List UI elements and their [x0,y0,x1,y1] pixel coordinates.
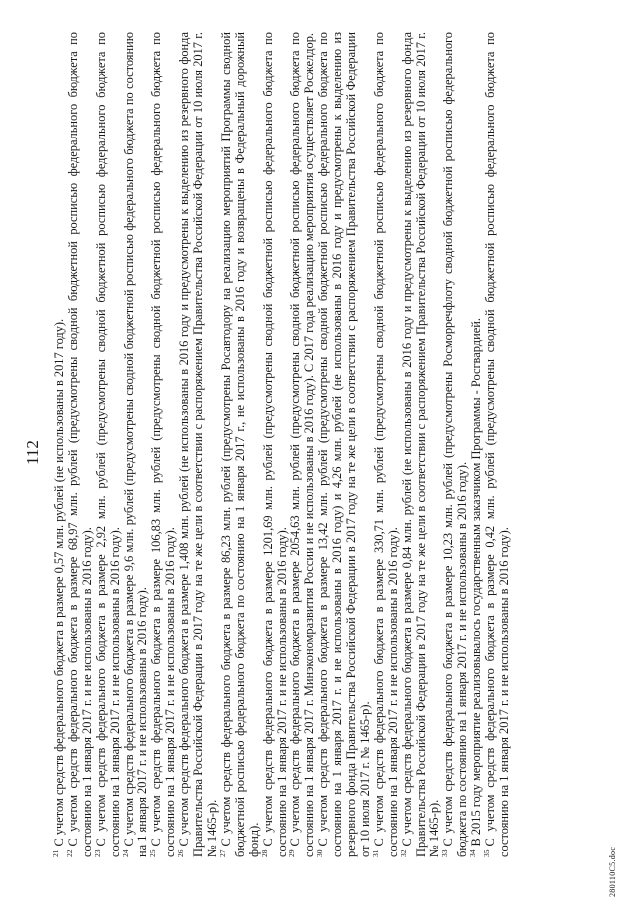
footnote-33 [442,32,470,857]
footnote-text: С учетом средств федерального бюджета в размере 1,408 млн. рублей (не использованы в 2016 году и предусмотрены к выделению из резервного фонда Правительства Российской Федерации в 2017 году на те же цели в соответствии с распоряжением Правительства Российской Федерации от 10 июля 2017 г. № 1465-р). [177,32,219,857]
footnote-number: 27 [217,849,227,857]
page-number: 112 [23,440,42,465]
footnote-23 [92,32,123,857]
footnote-number: 21 [51,849,60,857]
footnote-text: С учетом средств федерального бюджета в размере 0,42 млн. рублей (предусмотрены сводной бюджетной росписью федерального бюджета по состоянию на 1 января 2017 г. и не использованы в 2016 году). [483,32,511,857]
footnote-27 [217,32,262,857]
footnotes-list [53,32,512,857]
footnote-34 [470,32,484,857]
footnote-text: С учетом средств федерального бюджета в размере 1201,69 млн. рублей (предусмотрены сводной бюджетной росписью федерального бюджета по состоянию на 1 января 2017 г. и не использованы в 2016 году). [260,32,289,857]
footnote-number: 25 [148,849,158,857]
footnote-35 [484,32,512,857]
footnote-28 [259,32,290,857]
footnote-text: С учетом средств федерального бюджета в размере 0,57 млн. рублей (не использованы в 2017 году). [52,318,66,847]
footnote-number: 34 [468,849,478,857]
footnote-text: С учетом средств федерального бюджета в размере 106,83 млн. рублей (предусмотрены сводной бюджетной росписью федерального бюджета по состоянию на 1 января 2017 г. и не использованы в 2016 году). [149,32,178,857]
footnote-text: С учетом средств федерального бюджета в размере 10,23 млн. рублей (предусмотрены Росморречфлоту сводной бюджетной росписью федерального бюджета по состоянию на 1 января 2017 г. и не использованы в 2016 году). [441,32,470,857]
footnote-text: С учетом средств федерального бюджета в размере 330,71 млн. рублей (предусмотрены сводной бюджетной росписью федерального бюджета по состоянию на 1 января 2017 г. и не использованы в 2016 году). [371,32,400,857]
footnote-26 [178,32,220,857]
footnote-number: 26 [176,849,186,857]
footnote-25 [150,32,178,857]
footnote-text: С учетом средств федерального бюджета в размере 9,6 млн. рублей (предусмотрены сводной бюджетной росписью федерального бюджета по состоянию на 1 января 2017 г. и не использованы в 2016 году). [121,32,150,857]
footnote-number: 29 [287,849,297,857]
footnote-number: 33 [440,849,450,857]
footnote-number: 23 [92,849,102,857]
footnote-31 [370,32,401,857]
footnote-29 [289,32,317,857]
footnote-text: С учетом средств федерального бюджета в размере 13,42 млн. рублей (предусмотрены сводной бюджетной росписью федерального бюджета по состоянию на 1 января 2017 г. и не использованы в 2016 году) и 4,26 млн. рублей (не использованы в 2016 году и предусмотрены к выделению из резервного фонда Правительства Российской Федерации в 2017 году на те же цели в соответствии с распоряжением Правительства Российской Федерации от 10 июля 2017 г. № 1465-р). [316,32,372,857]
footnote-30 [317,32,373,857]
footnote-text: С учетом средств федерального бюджета в размере 2,92 млн. рублей (предусмотрены сводной бюджетной росписью федерального бюджета по состоянию на 1 января 2017 г. и не использованы в 2016 году). [93,32,122,857]
footnote-21 [53,32,67,857]
footnote-text: С учетом средств федерального бюджета в размере 68,97 млн. рублей (предусмотрены сводной бюджетной росписью федерального бюджета по состоянию на 1 января 2017 г. и не использованы в 2016 году). [65,32,94,857]
footnote-24 [120,32,151,857]
footnote-number: 32 [398,849,408,857]
footnote-number: 28 [259,849,269,857]
footnote-text: С учетом средств федерального бюджета в размере 2054,63 млн. рублей (предусмотрены сводной бюджетной росписью федерального бюджета по состоянию на 1 января 2017 г. Минэкономразвития России и не использованы в 2016 году). С 2017 года реализацию мероприятия осуществляет Росжелдор. [288,32,317,857]
footnote-number: 35 [482,849,492,857]
footnote-text: В 2015 году мероприятие реализовывалось государственным заказчиком Программы - Росгвардией. [469,318,484,847]
footnote-number: 22 [64,849,74,857]
footnote-32 [398,32,443,857]
footnote-text: С учетом средств федерального бюджета в размере 86,23 млн. рублей (предусмотрены Росавтодору на реализацию мероприятий Программы сводной бюджетной росписью федерального бюджета по состоянию на 1 января 2017 г., не использованы в 2016 году и возвращены в Федеральный дорожный фонд). [218,32,261,857]
footnote-22 [64,32,95,857]
footnote-number: 30 [315,849,325,857]
file-label: 280110C5.doc [608,846,617,897]
footnote-text: С учетом средств федерального бюджета в размере 0,84 млн. рублей (не использованы в 2016 году и предусмотрены к выделению из резервного фонда Правительства Российской Федерации в 2017 году на те же цели в соответствии с распоряжением Правительства Российской Федерации от 10 июля 2017 г. № 1465-р). [399,32,442,857]
footnote-number: 31 [370,849,380,857]
footnote-number: 24 [120,849,130,857]
